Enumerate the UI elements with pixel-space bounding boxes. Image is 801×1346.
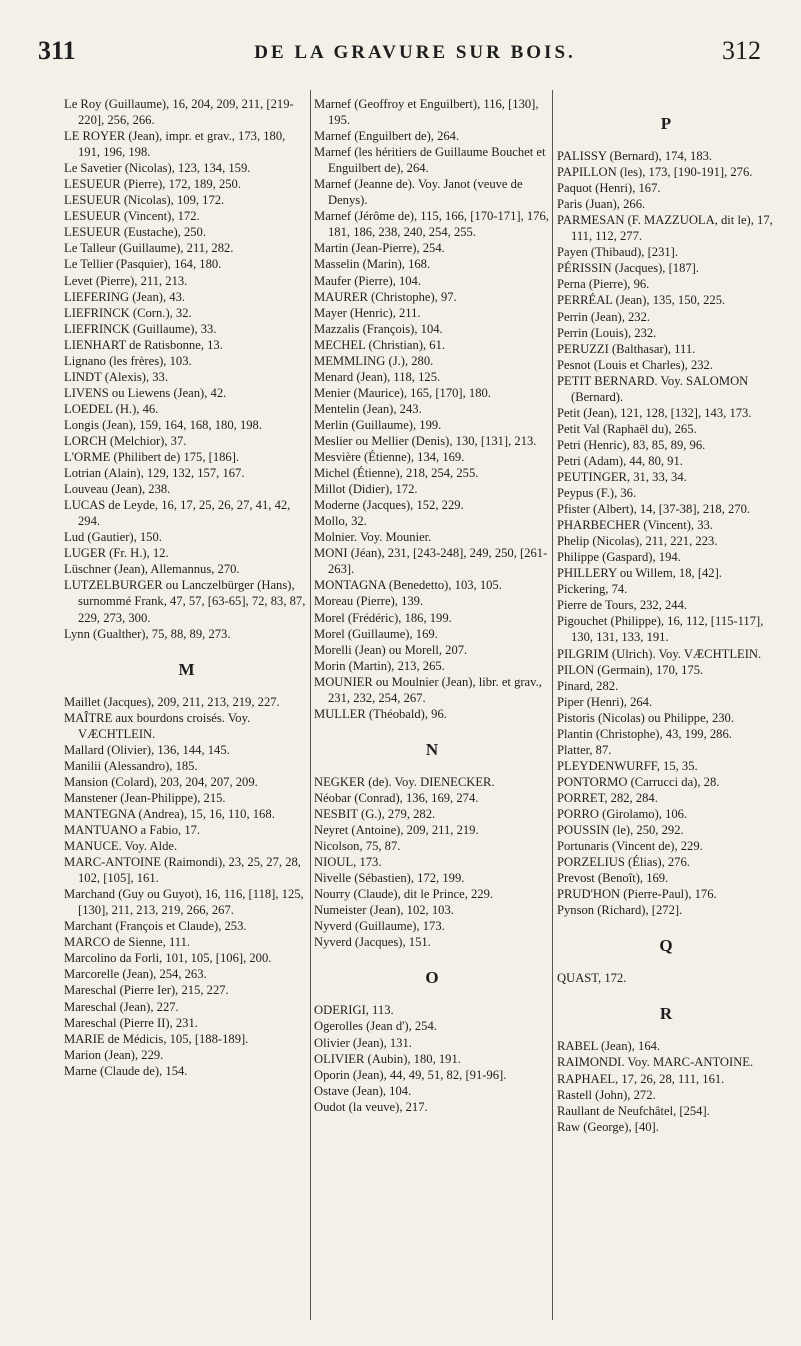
index-entry: LINDT (Alexis), 33. bbox=[64, 369, 168, 384]
index-entry: LESUEUR (Vincent), 172. bbox=[64, 209, 200, 224]
index-entry: Lüschner (Jean), Allemannus, 270. bbox=[64, 562, 240, 577]
index-entry: Néobar (Conrad), 136, 169, 274. bbox=[314, 790, 479, 805]
index-entry: Louveau (Jean), 238. bbox=[64, 482, 171, 497]
index-entry: PAPILLON (les), 173, [190-191], 276. bbox=[557, 165, 753, 180]
index-entry: Michel (Étienne), 218, 254, 255. bbox=[314, 466, 479, 481]
index-entry: Manilii (Alessandro), 185. bbox=[64, 758, 198, 773]
index-entry: Morel (Frédéric), 186, 199. bbox=[314, 610, 452, 625]
index-entry: LESUEUR (Pierre), 172, 189, 250. bbox=[64, 177, 241, 192]
index-entry: Mareschal (Pierre Ier), 215, 227. bbox=[64, 983, 229, 998]
index-entry: LE ROYER (Jean), impr. et grav., 173, 180, 191, 196, 198. bbox=[64, 129, 286, 160]
index-entry: LESUEUR (Nicolas), 109, 172. bbox=[64, 193, 225, 208]
index-entry: Piper (Henri), 264. bbox=[557, 694, 653, 709]
index-entry: NIOUL, 173. bbox=[314, 855, 382, 870]
index-entry: QUAST, 172. bbox=[557, 971, 627, 986]
index-entry: MAÎTRE aux bourdons croisés. Voy. VÆCHTLEIN. bbox=[64, 710, 251, 741]
index-entry: Petit Val (Raphaël du), 265. bbox=[557, 421, 697, 436]
index-entry: Marion (Jean), 229. bbox=[64, 1047, 164, 1062]
index-entry: LUGER (Fr. H.), 12. bbox=[64, 546, 169, 561]
index-entry: MANTEGNA (Andrea), 15, 16, 110, 168. bbox=[64, 806, 275, 821]
index-entry: PEUTINGER, 31, 33, 34. bbox=[557, 469, 687, 484]
index-entry: Portunaris (Vincent de), 229. bbox=[557, 839, 703, 854]
index-entry: PALISSY (Bernard), 174, 183. bbox=[557, 149, 713, 164]
index-entry: Moderne (Jacques), 152, 229. bbox=[314, 498, 464, 513]
index-entry: NESBIT (G.), 279, 282. bbox=[314, 806, 436, 821]
index-entry: Marchand (Guy ou Guyot), 16, 116, [118], 125, [130], 211, 213, 219, 266, 267. bbox=[64, 887, 304, 918]
index-entry: Maufer (Pierre), 104. bbox=[314, 273, 422, 288]
index-entry: Millot (Didier), 172. bbox=[314, 482, 418, 497]
index-entry: Pinard, 282. bbox=[557, 678, 619, 693]
index-column-1 bbox=[64, 96, 309, 1079]
index-column-2 bbox=[314, 96, 550, 1115]
index-entry: Mentelin (Jean), 243. bbox=[314, 401, 422, 416]
section-letter: N bbox=[425, 739, 439, 759]
index-entry: Mareschal (Pierre II), 231. bbox=[64, 1015, 198, 1030]
index-column-3 bbox=[557, 96, 775, 1135]
index-entry: Lignano (les frères), 103. bbox=[64, 353, 192, 368]
section-letter: O bbox=[425, 968, 439, 988]
index-entry: Rastell (John), 272. bbox=[557, 1087, 656, 1102]
index-entry: MARC-ANTOINE (Raimondi), 23, 25, 27, 28, 102, [105], 161. bbox=[64, 855, 301, 886]
index-entry: MECHEL (Christian), 61. bbox=[314, 337, 446, 352]
index-entry: Le Roy (Guillaume), 16, 204, 209, 211, [219-220], 256, 266. bbox=[64, 97, 294, 128]
index-entry: Phelip (Nicolas), 211, 221, 223. bbox=[557, 534, 718, 549]
index-entry: PILON (Germain), 170, 175. bbox=[557, 662, 704, 677]
index-entry: Petit (Jean), 121, 128, [132], 143, 173. bbox=[557, 405, 752, 420]
index-entry: Petri (Adam), 44, 80, 91. bbox=[557, 453, 683, 468]
index-entry: Pesnot (Louis et Charles), 232. bbox=[557, 357, 714, 372]
right-page-number: 312 bbox=[722, 36, 761, 65]
index-entry: Marne (Claude de), 154. bbox=[64, 1063, 188, 1078]
index-entry: Numeister (Jean), 102, 103. bbox=[314, 903, 454, 918]
index-entry: PETIT BERNARD. Voy. SALOMON (Bernard). bbox=[557, 373, 749, 404]
section-letter: P bbox=[660, 114, 672, 133]
index-entry: RAIMONDI. Voy. MARC-ANTOINE. bbox=[557, 1055, 754, 1070]
index-entry: Menard (Jean), 118, 125. bbox=[314, 369, 441, 384]
index-entry: MANTUANO a Fabio, 17. bbox=[64, 823, 201, 838]
section-letter: M bbox=[178, 659, 195, 679]
index-entry: Manstener (Jean-Philippe), 215. bbox=[64, 790, 226, 805]
section-letter: Q bbox=[659, 936, 673, 956]
index-entry: Morel (Guillaume), 169. bbox=[314, 626, 438, 641]
index-entry: Prevost (Benoît), 169. bbox=[557, 871, 669, 886]
index-entry: Perrin (Louis), 232. bbox=[557, 325, 657, 340]
index-entry: Morin (Martin), 213, 265. bbox=[314, 658, 445, 673]
index-entry: Perna (Pierre), 96. bbox=[557, 277, 650, 292]
running-title: DE LA GRAVURE SUR BOIS. bbox=[254, 42, 576, 63]
index-entry: PHARBECHER (Vincent), 33. bbox=[557, 518, 713, 533]
index-entry: LIENHART de Ratisbonne, 13. bbox=[64, 337, 223, 352]
index-entry: Olivier (Jean), 131. bbox=[314, 1035, 412, 1050]
column-divider bbox=[552, 90, 553, 1320]
index-entry: LUCAS de Leyde, 16, 17, 25, 26, 27, 41, 42, 294. bbox=[64, 498, 291, 529]
index-entry: PÉRISSIN (Jacques), [187]. bbox=[557, 261, 700, 276]
index-entry: MEMMLING (J.), 280. bbox=[314, 353, 434, 368]
index-entry: Marnef (Jeanne de). Voy. Janot (veuve de Denys). bbox=[314, 177, 523, 208]
index-entry: NEGKER (de). Voy. DIENECKER. bbox=[314, 774, 495, 789]
index-entry: Raullant de Neufchâtel, [254]. bbox=[557, 1103, 710, 1118]
index-entry: Merlin (Guillaume), 199. bbox=[314, 417, 442, 432]
index-entry: Le Talleur (Guillaume), 211, 282. bbox=[64, 241, 234, 256]
index-entry: LUTZELBURGER ou Lanczelbürger (Hans), surnommé Frank, 47, 57, [63-65], 72, 83, 87, 229, 273, 300. bbox=[64, 578, 306, 625]
index-entry: LORCH (Melchior), 37. bbox=[64, 433, 187, 448]
index-entry: Mansion (Colard), 203, 204, 207, 209. bbox=[64, 774, 258, 789]
index-entry: Martin (Jean-Pierre), 254. bbox=[314, 241, 445, 256]
index-entry: Pynson (Richard), [272]. bbox=[557, 903, 683, 918]
index-entry: Perrin (Jean), 232. bbox=[557, 309, 651, 324]
section-letter: R bbox=[659, 1004, 673, 1024]
index-entry: Plantin (Christophe), 43, 199, 286. bbox=[557, 726, 732, 741]
index-entry: L'ORME (Philibert de) 175, [186]. bbox=[64, 450, 240, 465]
index-entry: Mollo, 32. bbox=[314, 514, 367, 529]
index-entry: PORRET, 282, 284. bbox=[557, 790, 658, 805]
index-entry: Marcolino da Forli, 101, 105, [106], 200. bbox=[64, 951, 272, 966]
index-entry: MANUCE. Voy. Alde. bbox=[64, 839, 178, 854]
index-entry: LOEDEL (H.), 46. bbox=[64, 401, 159, 416]
index-entry: Petri (Henric), 83, 85, 89, 96. bbox=[557, 437, 706, 452]
index-entry: MARCO de Sienne, 111. bbox=[64, 935, 191, 950]
index-entry: Lynn (Gualther), 75, 88, 89, 273. bbox=[64, 626, 231, 641]
index-entry: Mallard (Olivier), 136, 144, 145. bbox=[64, 742, 230, 757]
index-entry: MONI (Jéan), 231, [243-248], 249, 250, [261-263]. bbox=[314, 546, 548, 577]
index-entry: PARMESAN (F. MAZZUOLA, dit le), 17, 111, 112, 277. bbox=[557, 213, 773, 244]
index-entry: Marnef (Geoffroy et Enguilbert), 116, [130], 195. bbox=[314, 97, 539, 128]
index-entry: Menier (Maurice), 165, [170], 180. bbox=[314, 385, 491, 400]
index-entry: Mayer (Henric), 211. bbox=[314, 305, 421, 320]
index-entry: RABEL (Jean), 164. bbox=[557, 1039, 661, 1054]
index-entry: Paquot (Henri), 167. bbox=[557, 181, 661, 196]
index-entry: Peypus (F.), 36. bbox=[557, 486, 637, 501]
index-entry: Le Savetier (Nicolas), 123, 134, 159. bbox=[64, 161, 251, 176]
index-entry: Pigouchet (Philippe), 16, 112, [115-117], 130, 131, 133, 191. bbox=[557, 614, 764, 645]
index-entry: Marnef (Jérôme de), 115, 166, [170-171], 176, 181, 186, 238, 240, 254, 255. bbox=[314, 209, 549, 240]
index-entry: PERRÉAL (Jean), 135, 150, 225. bbox=[557, 293, 726, 308]
index-entry: Nourry (Claude), dit le Prince, 229. bbox=[314, 887, 494, 902]
index-entry: PORRO (Girolamo), 106. bbox=[557, 806, 688, 821]
index-entry: Pickering, 74. bbox=[557, 582, 628, 597]
index-entry: Longis (Jean), 159, 164, 168, 180, 198. bbox=[64, 417, 262, 432]
index-entry: LIVENS ou Liewens (Jean), 42. bbox=[64, 385, 227, 400]
index-entry: PHILLERY ou Willem, 18, [42]. bbox=[557, 566, 722, 581]
index-entry: Moreau (Pierre), 139. bbox=[314, 594, 424, 609]
index-entry: Nyverd (Guillaume), 173. bbox=[314, 919, 445, 934]
index-entry: Mazzalis (François), 104. bbox=[314, 321, 443, 336]
index-entry: PILGRIM (Ulrich). Voy. VÆCHTLEIN. bbox=[557, 646, 762, 661]
index-entry: ODERIGI, 113. bbox=[314, 1003, 394, 1018]
index-entry: Raw (George), [40]. bbox=[557, 1119, 659, 1134]
index-entry: LESUEUR (Eustache), 250. bbox=[64, 225, 206, 240]
index-entry: Masselin (Marin), 168. bbox=[314, 257, 431, 272]
index-entry: RAPHAEL, 17, 26, 28, 111, 161. bbox=[557, 1071, 725, 1086]
index-entry: MULLER (Théobald), 96. bbox=[314, 706, 447, 721]
index-entry: PERUZZI (Balthasar), 111. bbox=[557, 341, 696, 356]
index-entry: Neyret (Antoine), 209, 211, 219. bbox=[314, 823, 479, 838]
index-entry: Pistoris (Nicolas) ou Philippe, 230. bbox=[557, 710, 735, 725]
left-page-number: 311 bbox=[38, 36, 76, 65]
index-entry: PRUD'HON (Pierre-Paul), 176. bbox=[557, 887, 717, 902]
index-entry: Marnef (les héritiers de Guillaume Bouchet et Enguilbert de), 264. bbox=[314, 145, 546, 176]
index-entry: Payen (Thibaud), [231]. bbox=[557, 245, 679, 260]
index-entry: Pierre de Tours, 232, 244. bbox=[557, 598, 688, 613]
index-entry: Morelli (Jean) ou Morell, 207. bbox=[314, 642, 468, 657]
index-entry: MARIE de Médicis, 105, [188-189]. bbox=[64, 1031, 249, 1046]
index-entry: Oporin (Jean), 44, 49, 51, 82, [91-96]. bbox=[314, 1067, 507, 1082]
index-entry: Paris (Juan), 266. bbox=[557, 197, 646, 212]
index-entry: POUSSIN (le), 250, 292. bbox=[557, 823, 684, 838]
index-entry: PORZELIUS (Élias), 276. bbox=[557, 855, 690, 870]
index-entry: OLIVIER (Aubin), 180, 191. bbox=[314, 1051, 461, 1066]
index-entry: Meslier ou Mellier (Denis), 130, [131], 213. bbox=[314, 433, 537, 448]
index-entry: Marchant (François et Claude), 253. bbox=[64, 919, 247, 934]
index-entry: Mesvière (Étienne), 134, 169. bbox=[314, 450, 465, 465]
index-entry: Lud (Gautier), 150. bbox=[64, 530, 162, 545]
index-entry: Mareschal (Jean), 227. bbox=[64, 999, 179, 1014]
index-entry: Molnier. Voy. Mounier. bbox=[314, 530, 432, 545]
column-divider bbox=[310, 90, 311, 1320]
index-entry: Nyverd (Jacques), 151. bbox=[314, 935, 431, 950]
index-entry: Le Tellier (Pasquier), 164, 180. bbox=[64, 257, 222, 272]
index-entry: MAURER (Christophe), 97. bbox=[314, 289, 457, 304]
index-entry: Ostave (Jean), 104. bbox=[314, 1083, 412, 1098]
index-entry: Maillet (Jacques), 209, 211, 213, 219, 227. bbox=[64, 694, 280, 709]
index-entry: Pfister (Albert), 14, [37-38], 218, 270. bbox=[557, 502, 751, 517]
index-entry: LIEFRINCK (Corn.), 32. bbox=[64, 305, 192, 320]
index-entry: Lotrian (Alain), 129, 132, 157, 167. bbox=[64, 466, 245, 481]
index-entry: Ogerolles (Jean d'), 254. bbox=[314, 1019, 437, 1034]
index-entry: MOUNIER ou Moulnier (Jean), libr. et grav., 231, 232, 254, 267. bbox=[314, 674, 542, 705]
index-entry: Nicolson, 75, 87. bbox=[314, 839, 401, 854]
index-entry: PLEYDENWURFF, 15, 35. bbox=[557, 758, 698, 773]
index-entry: Levet (Pierre), 211, 213. bbox=[64, 273, 188, 288]
index-entry: Nivelle (Sébastien), 172, 199. bbox=[314, 871, 465, 886]
index-entry: MONTAGNA (Benedetto), 103, 105. bbox=[314, 578, 502, 593]
index-entry: Marnef (Enguilbert de), 264. bbox=[314, 129, 460, 144]
index-entry: LIEFRINCK (Guillaume), 33. bbox=[64, 321, 217, 336]
index-entry: LIEFERING (Jean), 43. bbox=[64, 289, 186, 304]
index-entry: PONTORMO (Carrucci da), 28. bbox=[557, 774, 720, 789]
index-entry: Oudot (la veuve), 217. bbox=[314, 1099, 428, 1114]
index-entry: Philippe (Gaspard), 194. bbox=[557, 550, 681, 565]
index-entry: Platter, 87. bbox=[557, 742, 612, 757]
index-entry: Marcorelle (Jean), 254, 263. bbox=[64, 967, 207, 982]
